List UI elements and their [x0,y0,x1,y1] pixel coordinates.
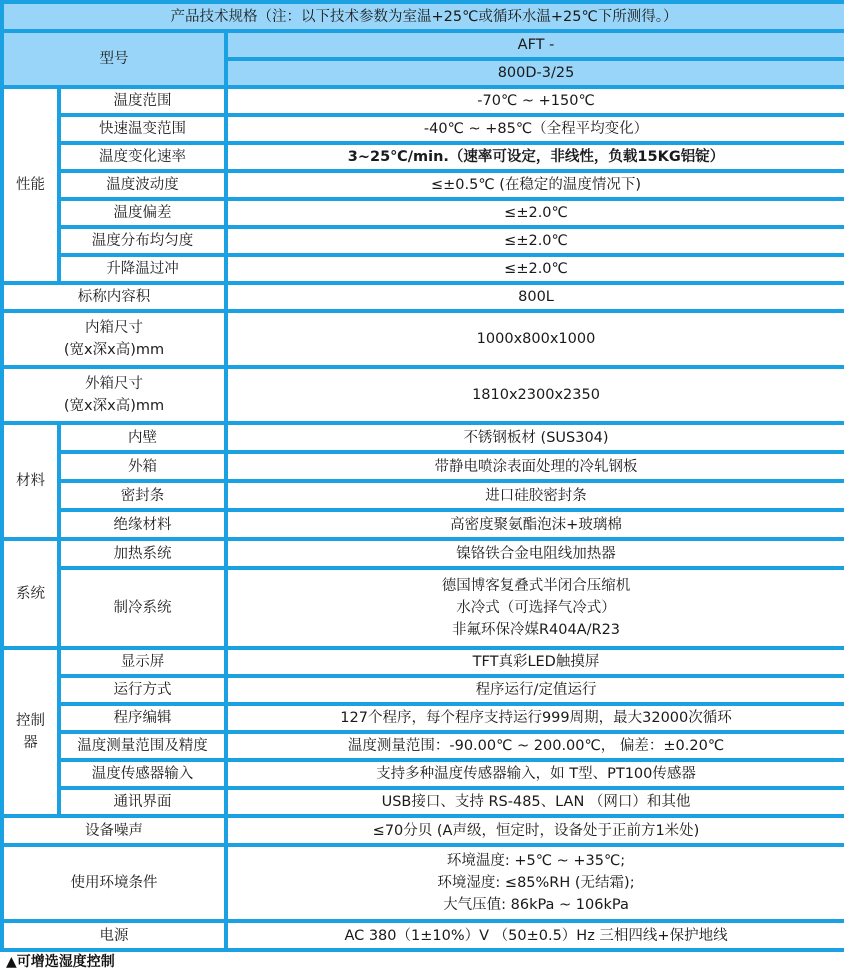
row-value: ≤±2.0℃ [226,199,844,227]
table-row [2,367,844,423]
row-label: 快速温变范围 [59,115,226,143]
row-value: 3~25℃/min.（速率可设定，非线性，负载15KG铝锭） [226,143,844,171]
row-label: 绝缘材料 [59,510,226,539]
table-row [2,921,844,950]
model-value-line2: 800D-3/25 [226,59,844,87]
environment-label: 使用环境条件 [2,845,226,921]
table-row [2,539,844,568]
row-label: 温度波动度 [59,171,226,199]
inner-size-value: 1000x800x1000 [226,311,844,367]
model-value-line1: AFT - [226,31,844,59]
row-label: 外箱 [59,452,226,481]
row-value: 镍铬铁合金电阻线加热器 [226,539,844,568]
table-row [2,568,844,648]
table-row [2,227,844,255]
outer-size-value: 1810x2300x2350 [226,367,844,423]
power-label: 电源 [2,921,226,950]
table-row [2,311,844,367]
volume-label: 标称内容积 [2,283,226,311]
table-row [2,87,844,115]
row-value: 高密度聚氨酯泡沫+玻璃棉 [226,510,844,539]
environment-value: 环境温度: +5℃ ~ +35℃; 环境湿度: ≤85%RH (无结霜); 大气压值: 86kPa ~ 106kPa [226,845,844,921]
row-value: ≤±0.5℃ (在稳定的温度情况下) [226,171,844,199]
row-value: ≤±2.0℃ [226,255,844,283]
table-row [2,816,844,845]
power-value: AC 380（1±10%）V （50±0.5）Hz 三相四线+保护地线 [226,921,844,950]
table-row [2,143,844,171]
noise-label: 设备噪声 [2,816,226,845]
row-label: 温度传感器输入 [59,760,226,788]
table-row [2,788,844,816]
table-row [2,732,844,760]
row-value: -70℃ ~ +150℃ [226,87,844,115]
table-row [2,199,844,227]
table-title: 产品技术规格（注：以下技术参数为室温+25℃或循环水温+25℃下所测得。） [2,2,844,31]
table-row [2,255,844,283]
model-label: 型号 [2,31,226,87]
group-system: 系统 [2,539,59,648]
table-row [2,648,844,676]
footnote: ▲可增选湿度控制 [6,954,115,970]
group-controller: 控制 器 [2,648,59,816]
row-label: 程序编辑 [59,704,226,732]
row-value: -40℃ ~ +85℃（全程平均变化） [226,115,844,143]
noise-value: ≤70分贝 (A声级，恒定时，设备处于正前方1米处) [226,816,844,845]
table-row [2,760,844,788]
row-value: 温度测量范围：-90.00℃ ~ 200.00℃， 偏差：±0.20℃ [226,732,844,760]
table-row [2,423,844,452]
table-row [2,115,844,143]
row-label: 内壁 [59,423,226,452]
row-value: 127个程序，每个程序支持运行999周期，最大32000次循环 [226,704,844,732]
table-row [2,283,844,311]
row-label: 温度分布均匀度 [59,227,226,255]
row-value: 不锈钢板材 (SUS304) [226,423,844,452]
table-row [2,481,844,510]
table-row [2,171,844,199]
row-label: 制冷系统 [59,568,226,648]
row-label: 升降温过冲 [59,255,226,283]
row-label: 温度范围 [59,87,226,115]
table-row [2,452,844,481]
row-label: 运行方式 [59,676,226,704]
row-label: 通讯界面 [59,788,226,816]
row-value: 程序运行/定值运行 [226,676,844,704]
table-row [2,704,844,732]
table-row [2,510,844,539]
row-value: USB接口、支持 RS-485、LAN （网口）和其他 [226,788,844,816]
cooling-value: 德国博客复叠式半闭合压缩机 水冷式（可选择气冷式） 非氟环保冷媒R404A/R23 [226,568,844,648]
row-label: 加热系统 [59,539,226,568]
row-label: 温度偏差 [59,199,226,227]
row-label: 密封条 [59,481,226,510]
row-value: TFT真彩LED触摸屏 [226,648,844,676]
row-value: 带静电喷涂表面处理的冷轧钢板 [226,452,844,481]
row-value: 进口硅胶密封条 [226,481,844,510]
row-value: ≤±2.0℃ [226,227,844,255]
volume-value: 800L [226,283,844,311]
table-row [2,845,844,921]
row-label: 显示屏 [59,648,226,676]
row-label: 温度变化速率 [59,143,226,171]
outer-size-label: 外箱尺寸 (宽x深x高)mm [2,367,226,423]
group-performance: 性能 [2,87,59,283]
row-value: 支持多种温度传感器输入，如 T型、PT100传感器 [226,760,844,788]
group-materials: 材料 [2,423,59,539]
row-label: 温度测量范围及精度 [59,732,226,760]
table-row [2,676,844,704]
inner-size-label: 内箱尺寸 (宽x深x高)mm [2,311,226,367]
